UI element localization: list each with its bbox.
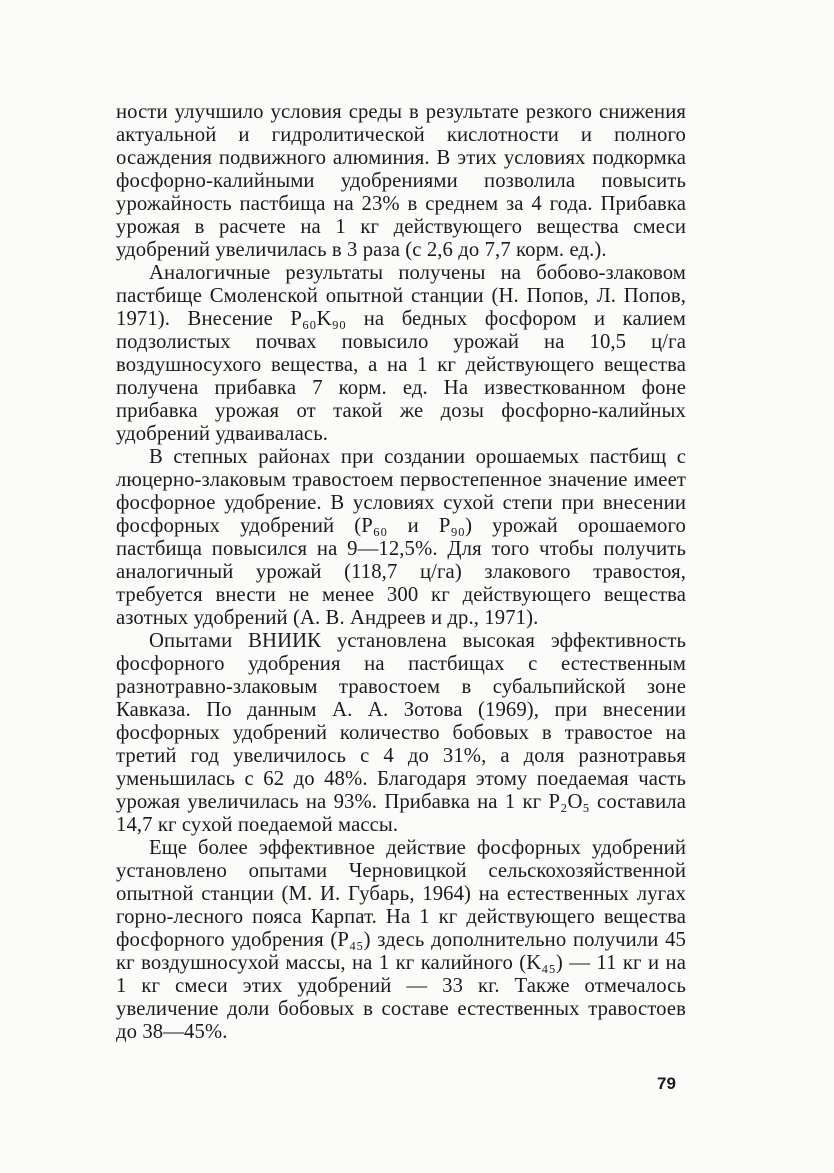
paragraph-3: В степных районах при создании орошаемых пастбищ с люцерно-злаковым травостоем первостепенное значение имеет фосфорное удобрение. В условиях сухой степи при внесении фосфорных удобрений (P₆₀ и P₉₀) урожай орошаемого пастбища повысился на 9—12,5%. Для того чтобы получить аналогичный урожай (118,7 ц/га) злакового травостоя, требуется внести не менее 300 кг действующего вещества азотных удобрений (А. В. Андреев и др., 1971).: [116, 446, 686, 629]
body-text: [116, 101, 686, 1044]
paragraph-1: ности улучшило условия среды в результате резкого снижения актуальной и гидролитической кислотности и полного осаждения подвижного алюминия. В этих условиях подкормка фосфорно-калийными удобрениями позволила повысить урожайность пастбища на 23% в среднем за 4 года. Прибавка урожая в расчете на 1 кг действующего вещества смеси удобрений увеличилась в 3 раза (с 2,6 до 7,7 корм. ед.).: [116, 101, 686, 261]
paragraph-5: Еще более эффективное действие фосфорных удобрений установлено опытами Черновицкой сельскохозяйственной опытной станции (М. И. Губарь, 1964) на естественных лугах горно-лесного пояса Карпат. На 1 кг действующего вещества фосфорного удобрения (P₄₅) здесь дополнительно получили 45 кг воздушносухой массы, на 1 кг калийного (K₄₅) — 11 кг и на 1 кг смеси этих удобрений — 33 кг. Также отмечалось увеличение доли бобовых в составе естественных травостоев до 38—45%.: [116, 837, 686, 1043]
page-number: 79: [657, 1074, 676, 1093]
paragraph-2: Аналогичные результаты получены на бобово-злаковом пастбище Смоленской опытной станции (Н. Попов, Л. Попов, 1971). Внесение P₆₀K₉₀ на бедных фосфором и калием подзолистых почвах повысило урожай на 10,5 ц/га воздушносухого вещества, а на 1 кг действующего вещества получена прибавка 7 корм. ед. На известкованном фоне прибавка урожая от такой же дозы фосфорно-калийных удобрений удваивалась.: [116, 262, 686, 445]
paragraph-4: Опытами ВНИИК установлена высокая эффективность фосфорного удобрения на пастбищах с естественным разнотравно-злаковым травостоем в субальпийской зоне Кавказа. По данным А. А. Зотова (1969), при внесении фосфорных удобрений количество бобовых в травостое на третий год увеличилось с 4 до 31%, а доля разнотравья уменьшилась с 62 до 48%. Благодаря этому поедаемая часть урожая увеличилась на 93%. Прибавка на 1 кг P₂O₅ составила 14,7 кг сухой поедаемой массы.: [116, 630, 686, 836]
